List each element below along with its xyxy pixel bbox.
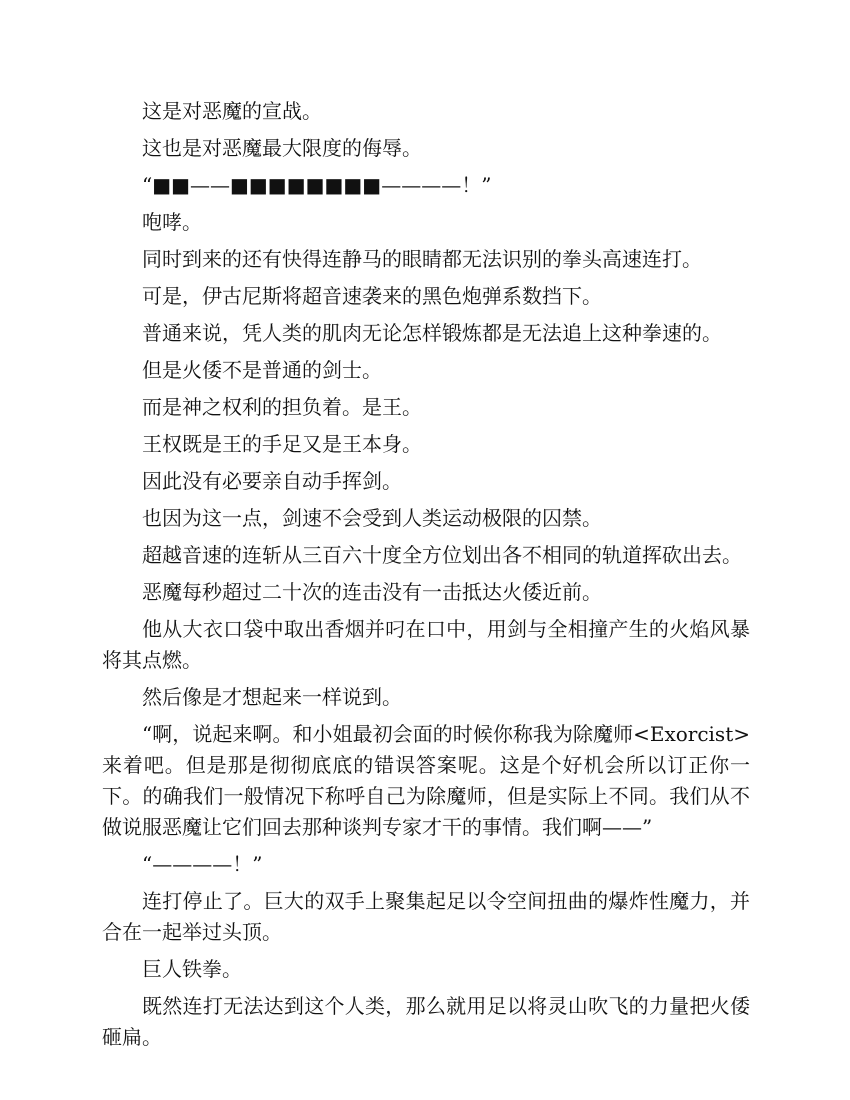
paragraph: 但是火倭不是普通的剑士。 xyxy=(142,358,382,382)
paragraph: “啊，说起来啊。和小姐最初会面的时候你称我为除魔师<Exorcist>来着吧。但是那是彻彻底底的错误答案呢。这是个好机会所以订正你一下。的确我们一般情况下称呼自己为除魔师，但是实际上不同。我们从不做说服恶魔让它们回去那种谈判专家才干的事情。我们啊——” xyxy=(102,722,750,839)
paragraph: 普通来说，凭人类的肌肉无论怎样锻炼都是无法追上这种拳速的。 xyxy=(142,321,722,345)
paragraph: 咆哮。 xyxy=(142,210,202,234)
paragraph: 可是，伊古尼斯将超音速袭来的黑色炮弹系数挡下。 xyxy=(142,284,602,308)
paragraph: 然后像是才想起来一样说到。 xyxy=(142,685,402,709)
paragraph: 同时到来的还有快得连静马的眼睛都无法识别的拳头高速连打。 xyxy=(142,247,702,271)
paragraph: “■■——■■■■■■■■————！” xyxy=(142,173,492,197)
paragraph: 既然连打无法达到这个人类，那么就用足以将灵山吹飞的力量把火倭砸扁。 xyxy=(102,994,750,1049)
paragraph: 这也是对恶魔最大限度的侮辱。 xyxy=(142,136,422,160)
paragraph: 王权既是王的手足又是王本身。 xyxy=(142,432,422,456)
paragraph: 他从大衣口袋中取出香烟并叼在口中，用剑与全相撞产生的火焰风暴将其点燃。 xyxy=(102,617,750,672)
paragraph: “————！” xyxy=(142,852,263,876)
paragraph: 超越音速的连斩从三百六十度全方位划出各不相同的轨道挥砍出去。 xyxy=(142,543,742,567)
paragraph: 因此没有必要亲自动手挥剑。 xyxy=(142,469,402,493)
paragraph: 而是神之权利的担负着。是王。 xyxy=(142,395,422,419)
paragraph: 恶魔每秒超过二十次的连击没有一击抵达火倭近前。 xyxy=(142,580,602,604)
paragraph: 巨人铁拳。 xyxy=(142,957,242,981)
paragraph: 连打停止了。巨大的双手上聚集起足以令空间扭曲的爆炸性魔力，并合在一起举过头顶。 xyxy=(102,889,750,944)
paragraph: 这是对恶魔的宣战。 xyxy=(142,99,322,123)
document-page xyxy=(102,96,750,1059)
paragraph: 也因为这一点，剑速不会受到人类运动极限的囚禁。 xyxy=(142,506,602,530)
